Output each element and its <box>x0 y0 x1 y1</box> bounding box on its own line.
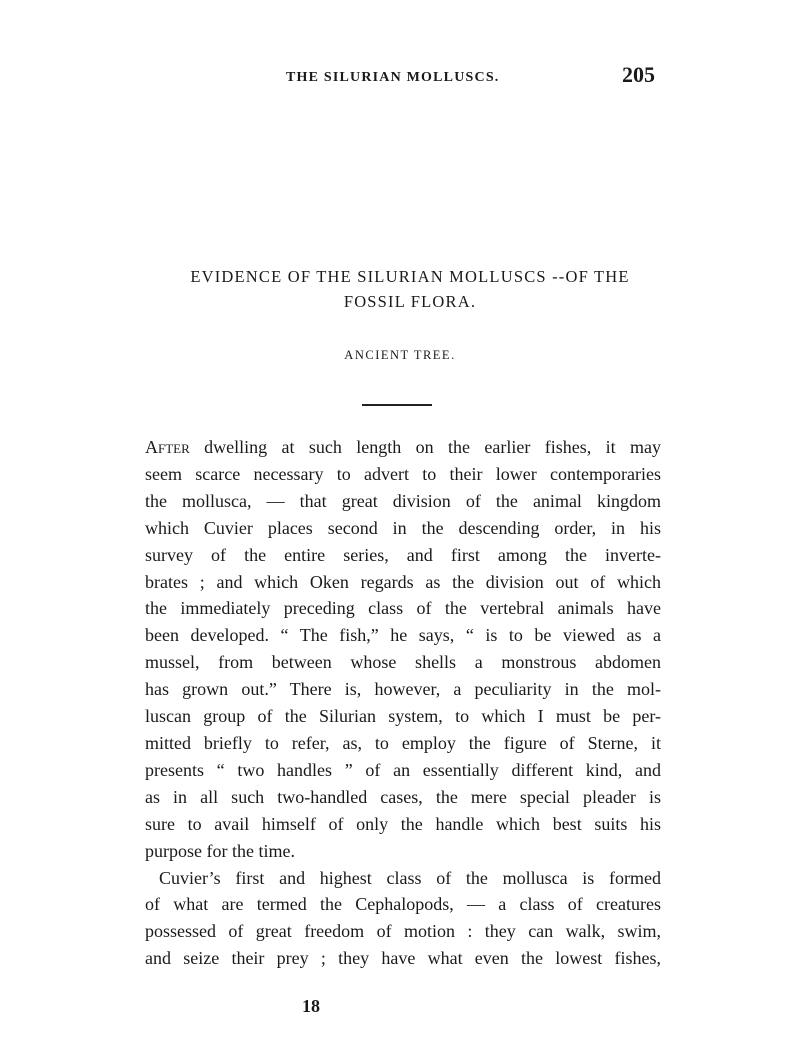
text-line: seem scarce necessary to advert to their lower contemporaries <box>145 463 661 484</box>
text-line: brates ; and which Oken regards as the division out of which <box>145 571 661 592</box>
text-line: mitted briefly to refer, as, to employ the figure of Sterne, it <box>145 732 661 753</box>
text-line: presents “ two handles ” of an essentially different kind, and <box>145 759 661 780</box>
signature-mark: 18 <box>302 996 320 1016</box>
running-head <box>0 62 800 92</box>
text-line: sure to avail himself of only the handle which best suits his <box>145 813 661 834</box>
text-line: the immediately preceding class of the vertebral animals have <box>145 598 661 619</box>
text-line: Cuvier’s first and highest class of the mollusca is formed <box>159 867 661 888</box>
text-line: as in all such two-handled cases, the mere special pleader is <box>145 786 661 807</box>
text-line: which Cuvier places second in the descending order, in his <box>145 517 661 538</box>
lead-word: After <box>145 437 190 457</box>
section-subheading: ANCIENT TREE. <box>344 348 456 362</box>
text-line: mussel, from between whose shells a monstrous abdomen <box>145 652 661 673</box>
chapter-heading-line-1: EVIDENCE OF THE SILURIAN MOLLUSCS --OF THE <box>190 267 630 286</box>
text-line: possessed of great freedom of motion : they can walk, swim, <box>145 921 661 942</box>
text-line: the mollusca, — that great division of the animal kingdom <box>145 490 661 511</box>
section-divider <box>362 404 432 406</box>
text-line: purpose for the time. <box>145 840 295 861</box>
text-line: survey of the entire series, and first among the inverte- <box>145 544 661 565</box>
text-line: After dwelling at such length on the earlier fishes, it may <box>145 437 661 457</box>
text-line: and seize their prey ; they have what even the lowest fishes, <box>145 948 661 969</box>
chapter-heading <box>100 264 720 314</box>
text-line: of what are termed the Cephalopods, — a class of creatures <box>145 894 661 915</box>
page-number: 205 <box>622 62 655 87</box>
body-text <box>145 434 661 972</box>
text-line: has grown out.” There is, however, a peculiarity in the mol- <box>145 679 661 700</box>
running-title: THE SILURIAN MOLLUSCS. <box>286 70 500 85</box>
text-line: luscan group of the Silurian system, to which I must be per- <box>145 706 661 727</box>
text-line: been developed. “ The fish,” he says, “ is to be viewed as a <box>145 625 661 646</box>
chapter-heading-line-2: FOSSIL FLORA. <box>343 292 477 311</box>
